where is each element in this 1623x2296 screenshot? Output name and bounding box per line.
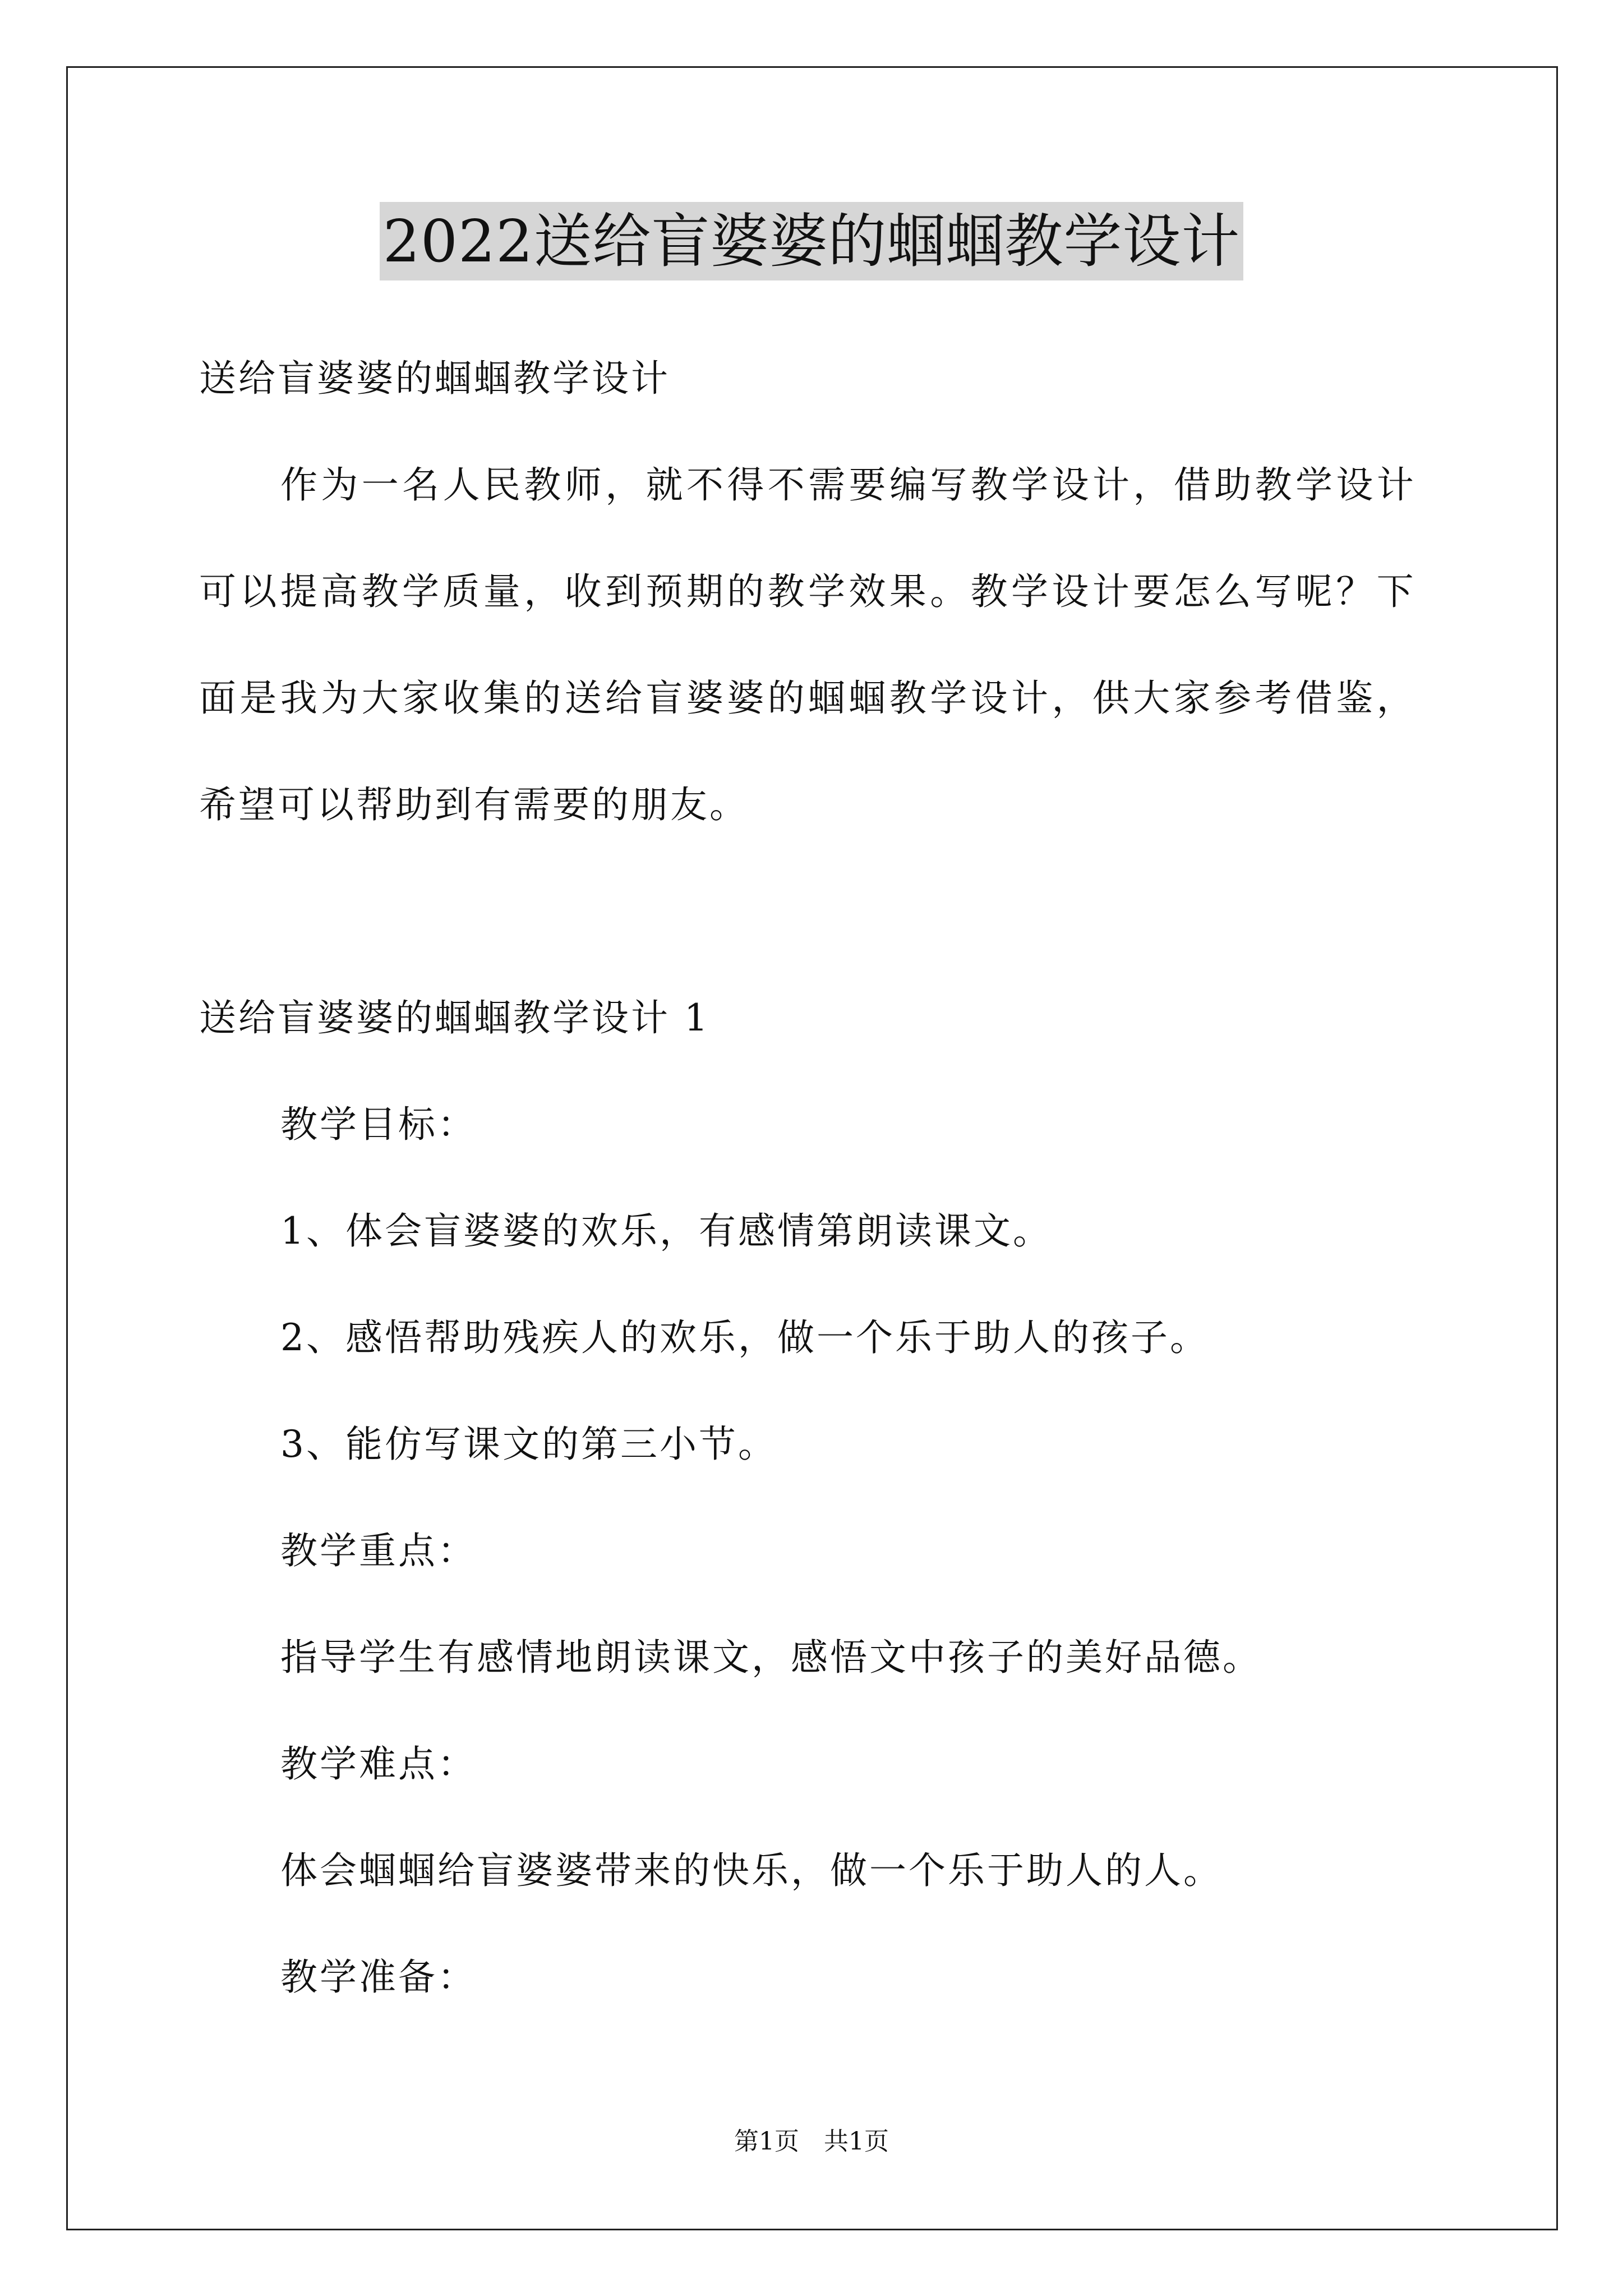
- document-subtitle: 送给盲婆婆的蝈蝈教学设计: [199, 357, 670, 400]
- goals-label: 教学目标：: [280, 1103, 477, 1146]
- goal-item-2: 2、感悟帮助残疾人的欢乐，做一个乐于助人的孩子。: [280, 1316, 1209, 1359]
- intro-line-4: 希望可以帮助到有需要的朋友。: [199, 783, 749, 826]
- intro-line-1: 作为一名人民教师，就不得不需要编写教学设计，借助教学设计: [280, 463, 1418, 507]
- preparation-label: 教学准备：: [280, 1955, 477, 1999]
- difficulty-label: 教学难点：: [280, 1742, 477, 1786]
- goal-item-1: 1、体会盲婆婆的欢乐，有感情第朗读课文。: [280, 1209, 1052, 1253]
- intro-line-2: 可以提高教学质量，收到预期的教学效果。教学设计要怎么写呢？下: [199, 570, 1417, 613]
- section-heading: 送给盲婆婆的蝈蝈教学设计 1: [199, 996, 710, 1039]
- key-points-text: 指导学生有感情地朗读课文，感悟文中孩子的美好品德。: [280, 1636, 1262, 1679]
- title-container: [0, 202, 1623, 280]
- goal-item-3: 3、能仿写课文的第三小节。: [280, 1423, 777, 1466]
- intro-line-3: 面是我为大家收集的送给盲婆婆的蝈蝈教学设计，供大家参考借鉴，: [199, 677, 1417, 720]
- page-footer: 第1页 共1页: [734, 2127, 889, 2156]
- difficulty-text: 体会蝈蝈给盲婆婆带来的快乐，做一个乐于助人的人。: [280, 1849, 1223, 1892]
- document-title: 2022送给盲婆婆的蝈蝈教学设计: [380, 202, 1244, 280]
- key-points-label: 教学重点：: [280, 1529, 477, 1572]
